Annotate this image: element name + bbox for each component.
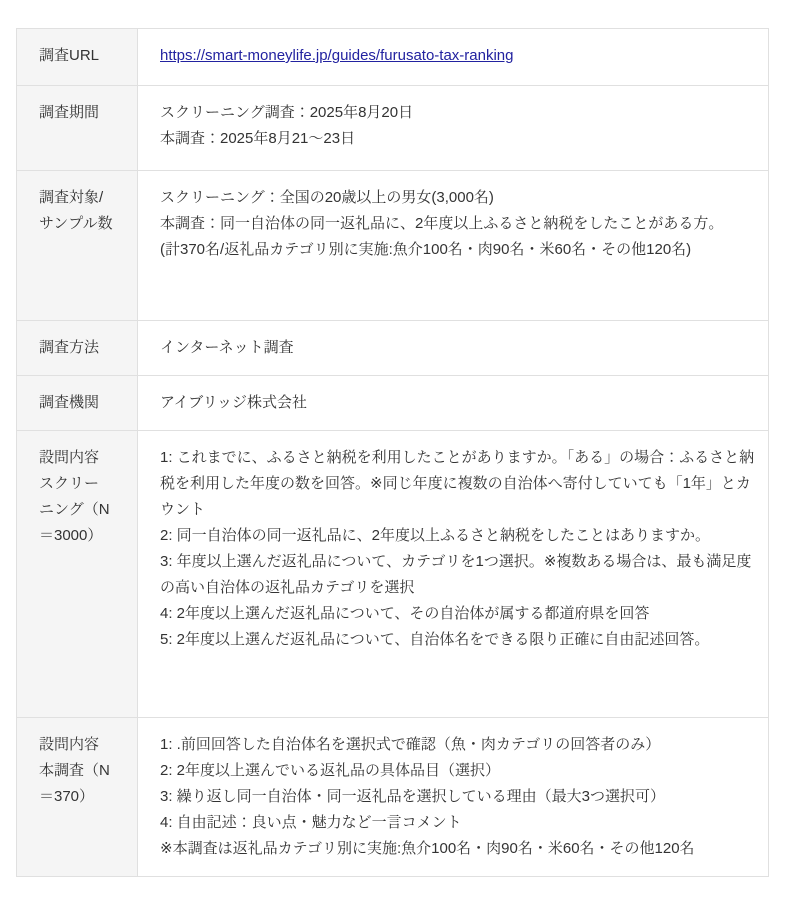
content-line: 2: 同一自治体の同一返礼品に、2年度以上ふるさと納税をしたことはありますか。	[160, 527, 711, 544]
content-line: 3: 年度以上選んだ返礼品について、カテゴリを1つ選択。※複数ある場合は、最も満足度の高い自治体の返礼品カテゴリを選択	[160, 553, 752, 596]
page-content	[16, 28, 769, 877]
content-line: 1: これまでに、ふるさと納税を利用したことがありますか。「ある」の場合：ふるさと納税を利用した年度の数を回答。※同じ年度に複数の自治体へ寄付していても「1年」とカウント	[160, 449, 755, 518]
row-content	[138, 431, 769, 718]
row-label: 調査期間	[17, 86, 138, 171]
survey-url-link[interactable]: https://smart-moneylife.jp/guides/furusato-tax-ranking	[160, 47, 514, 64]
row-content	[138, 29, 769, 86]
content-line: 4: 2年度以上選んだ返礼品について、その自治体が属する都道府県を回答	[160, 605, 650, 622]
row-content	[138, 86, 769, 171]
row-label: 調査URL	[17, 29, 138, 86]
row-questions-screening	[17, 431, 769, 718]
row-content	[138, 376, 769, 431]
content-line: 4: 自由記述：良い点・魅力など一言コメント	[160, 814, 462, 831]
row-questions-main	[17, 718, 769, 877]
content-line: 本調査：2025年8月21〜23日	[160, 130, 356, 147]
content-line: アイブリッジ株式会社	[160, 394, 308, 411]
content-line: スクリーニング調査：2025年8月20日	[160, 104, 414, 121]
row-content	[138, 321, 769, 376]
row-label: 設問内容本調査（N＝370）	[17, 718, 138, 877]
content-line: (計370名/返礼品カテゴリ別に実施:魚介100名・肉90名・米60名・その他120名)	[160, 241, 692, 258]
content-line: インターネット調査	[160, 339, 294, 356]
row-survey-method	[17, 321, 769, 376]
survey-overview-table	[16, 28, 769, 877]
row-survey-url	[17, 29, 769, 86]
row-survey-period	[17, 86, 769, 171]
row-content	[138, 171, 769, 321]
content-line: スクリーニング：全国の20歳以上の男女(3,000名)	[160, 189, 494, 206]
row-survey-target	[17, 171, 769, 321]
content-line: 5: 2年度以上選んだ返礼品について、自治体名をできる限り正確に自由記述回答。	[160, 631, 710, 648]
row-label: 設問内容スクリーニング（N＝3000）	[17, 431, 138, 718]
row-label: 調査対象/サンプル数	[17, 171, 138, 321]
row-label: 調査機関	[17, 376, 138, 431]
content-line: 3: 繰り返し同一自治体・同一返礼品を選択している理由（最大3つ選択可）	[160, 788, 666, 805]
row-survey-agency	[17, 376, 769, 431]
content-line: 2: 2年度以上選んでいる返礼品の具体品目（選択）	[160, 762, 501, 779]
content-line: 本調査：同一自治体の同一返礼品に、2年度以上ふるさと納税をしたことがある方。	[160, 215, 724, 232]
content-line: 1: .前回回答した自治体名を選択式で確認（魚・肉カテゴリの回答者のみ）	[160, 736, 661, 753]
row-label: 調査方法	[17, 321, 138, 376]
row-content	[138, 718, 769, 877]
content-line: ※本調査は返礼品カテゴリ別に実施:魚介100名・肉90名・米60名・その他120名	[160, 840, 695, 857]
